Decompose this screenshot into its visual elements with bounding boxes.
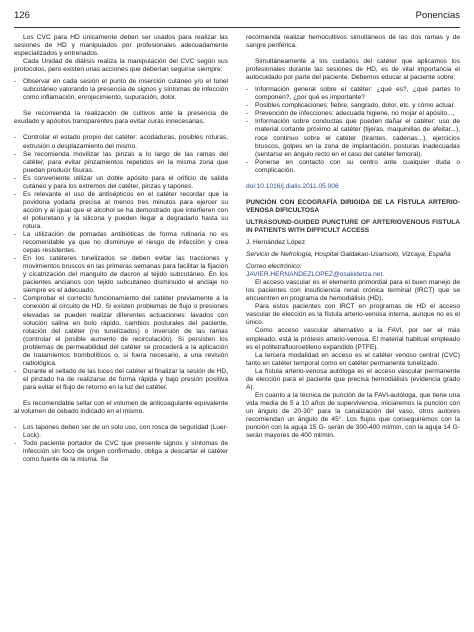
author: J. Hernández López xyxy=(246,238,306,246)
article-title-en: ULTRASOUND-GUIDED PUNCTURE OF ARTERIOVENOUS FISTULA IN PATIENTS WITH DIFFICULT ACCESS xyxy=(246,218,460,234)
list-item: - Comprobar el correcto funcionamiento del catéter previamente a la conexión al circuito de HD. Si existen problemas de flujo o presiones elevadas se pueden realizar diferentes actuaciones: lavados con solución salina en bolo rápido, cambios posturales del paciente, rotación del catéter (no tunelizados) o inversión de las ramas (controlar el posible aumento de recirculación). Si persisten los problemas de permeabilidad del catéter se procederá a la aplicación de tratamientos trombolíticos o, si fuera necesario, a una revisión radiológica. xyxy=(14,295,228,367)
left-column xyxy=(14,34,228,464)
page-number: 126 xyxy=(14,10,30,21)
body-paragraph: La fístula arterio-venosa autóloga es el acceso vascular permanente de elección para el paciente que precisa hemodiálisis (evidencia grado A). xyxy=(246,367,460,391)
article-title-es: PUNCIÓN CON ECOGRAFÍA DIRIGIDA DE LA FÍSTULA ARTERIO-VENOSA DIFICULTOSA xyxy=(246,198,460,214)
list-item: - Posibles complicaciones: fiebre, sangrado, dolor, etc. y cómo actuar. xyxy=(246,102,460,110)
affiliation: Servicio de Nefrología, Hospital Galdakao-Usansolo, Vizcaya, España xyxy=(246,251,451,259)
continuation-paragraph: recomienda realizar hemocultivos simultáneos de las dos ramas y de sangre periférica. xyxy=(246,34,460,50)
doi-link[interactable]: 10.1016/j.dialis.2011.05.006 xyxy=(256,182,339,190)
body-paragraph: Como acceso vascular alternativo a la FAVI, por ser el más empleado, está la prótesis arterio-venosa. El material habitual empleado es el politetrafluoroetileno expandido (PTFE). xyxy=(246,327,460,351)
list-item: - Es conveniente utilizar un doble apósito para el orificio de salida cutáneo y para los extremos del catéter, pinzas y tapones. xyxy=(14,175,228,191)
cultures-paragraph: Se recomienda la realización de cultivos ante la presencia de exudado y apósitos transparentes para evitar curas innecesarias. xyxy=(14,110,228,126)
protocol-paragraph: Cada Unidad de diálisis realiza la manipulación del CVC según sus protocolos, pero existen unas acciones que deberían seguirse siempre: xyxy=(14,58,228,74)
body-paragraph: Para estos pacientes con IRCT en programas de HD el acceso vascular de elección es la fístula arterio-venosa interna, aunque no es el único. xyxy=(246,303,460,327)
list-item: - Todo paciente portador de CVC que presente signos y síntomas de infección sin foco de origen confirmado, obliga a descartar el catéter como fuente de la misma. Se xyxy=(14,440,228,464)
list-item: - En los catéteres tunelizados se deben evitar las tracciones y movimientos bruscos en las primeras semanas para facilitar la fijación y cicatrización del manguito de dacron al tejido subcutáneo. En los pacientes ancianos con tejido subcutáneo disminuido el anclaje no siempre es el adecuado. xyxy=(14,255,228,295)
doi-line xyxy=(246,183,460,191)
list-item: - Es relevante el uso de antisépticos en el catéter recordar que la povidona yodada precisa al menos tres minutos para ejercer su acción y al igual que el alcohol se ha demostrado que interfieren con el poliuretano y la silicona y pueden llegar a degradarlo hasta su rotura. xyxy=(14,191,228,231)
observation-list xyxy=(14,78,228,102)
list-item: - Prevención de infecciones: adecuada higiene, no mojar el apósito..., xyxy=(246,110,460,118)
anticoagulant-paragraph: Es recomendable sellar con el volumen de anticoagulante equivalente al volumen de cebado indicado en el mismo. xyxy=(14,399,228,416)
list-item: - Durante el sellado de las luces del catéter al finalizar la sesión de HD, el pinzado ha de realizarse de forma rápida y bajo presión positiva para evitar el flujo de retorno en la luz del catéter. xyxy=(14,368,228,392)
right-column xyxy=(246,34,460,440)
list-item: - La utilización de pomadas antibióticas de forma rutinaria no es recomendable ya que no disminuye el riesgo de infección y crea cepas resistentes. xyxy=(14,231,228,255)
education-paragraph: Simultáneamente a los cuidados del catéter que aplicamos los profesionales durante las sesiones de HD, es de vital importancia el autocuidado por parte del paciente. Debemos educar al paciente sobre: xyxy=(246,58,460,82)
list-item: - Observar en cada sesión el punto de inserción cutáneo y/o el túnel subcutáneo valorando la presencia de signos y síntomas de infección como inflamación, enrojecimiento, supuración, dolor. xyxy=(14,78,228,102)
body-paragraph: La tercera modalidad en acceso es el catéter venoso central (CVC) tanto en catéter temporal como en catéter permanente tunelizado. xyxy=(246,351,460,367)
final-list xyxy=(14,424,228,464)
section-label: Ponencias xyxy=(415,10,460,21)
list-item: - Los tapones deben ser de un solo uso, con rosca de seguridad (Luer-Lock). xyxy=(14,424,228,440)
header-rule xyxy=(14,27,460,28)
page-header xyxy=(14,8,460,30)
intro-paragraph: Los CVC para HD únicamente deben ser usados para realizar las sesiones de HD y manipulados por profesionales adecuadamente especializados y entrenados. xyxy=(14,34,228,58)
body-paragraph: El acceso vascular es el elemento primordial para el buen manejo de los pacientes con insuficiencia renal crónica terminal (IRCT) que se encuentren en programa de hemodiálisis (HD). xyxy=(246,279,460,303)
doi-prefix: doi: xyxy=(246,182,257,190)
list-item: - Información general sobre el catéter: ¿qué es?, ¿qué partes lo componen?, ¿por qué es importante? xyxy=(246,86,460,102)
email-label: Correo electrónico: xyxy=(246,263,302,271)
email-link[interactable]: JAVIER.HERNANDEZLOPEZ@osakidetza.net. xyxy=(246,271,385,279)
list-item: - Se recomienda movilizar las pinzas a lo largo de las ramas del catéter, para evitar pinzamientos repetidos en la misma zona que puedan producir fisuras. xyxy=(14,151,228,175)
care-list xyxy=(14,134,228,392)
list-item: - Ponerse en contacto con su centro ante cualquier duda o complicación. xyxy=(246,159,460,175)
body-paragraph: En cuanto a la técnica de punción de la FAVI-autóloga, que tiene una vida media de 5 a 10 años de supervivencia, iniciaremos la punción con un ángulo de 20-30° para la canalización del vaso, otros autores recomiendan un ángulo de 45°. Los flujos que conseguiremos con la punción con la aguja 15 G- serán de 300-400 ml/min, con la aguja 14 G- serán mayores de 400 ml/min. xyxy=(246,391,460,440)
education-list xyxy=(246,86,460,175)
list-item: - Información sobre conductas que pueden dañar el catéter: uso de material cortante próximo al catéter (tijeras, maquinillas de afeitar...), roce continuo sobre el catéter (tirantes, cadenas...), ejercicios bruscos, golpes en la zona de implantación, posturas inadecuadas (sentarse en ángulo recto en el caso del catéter femoral). xyxy=(246,118,460,158)
list-item: - Controlar el estado propio del catéter: acodaduras, posibles roturas, extrusión o desplazamiento del mismo. xyxy=(14,134,228,150)
